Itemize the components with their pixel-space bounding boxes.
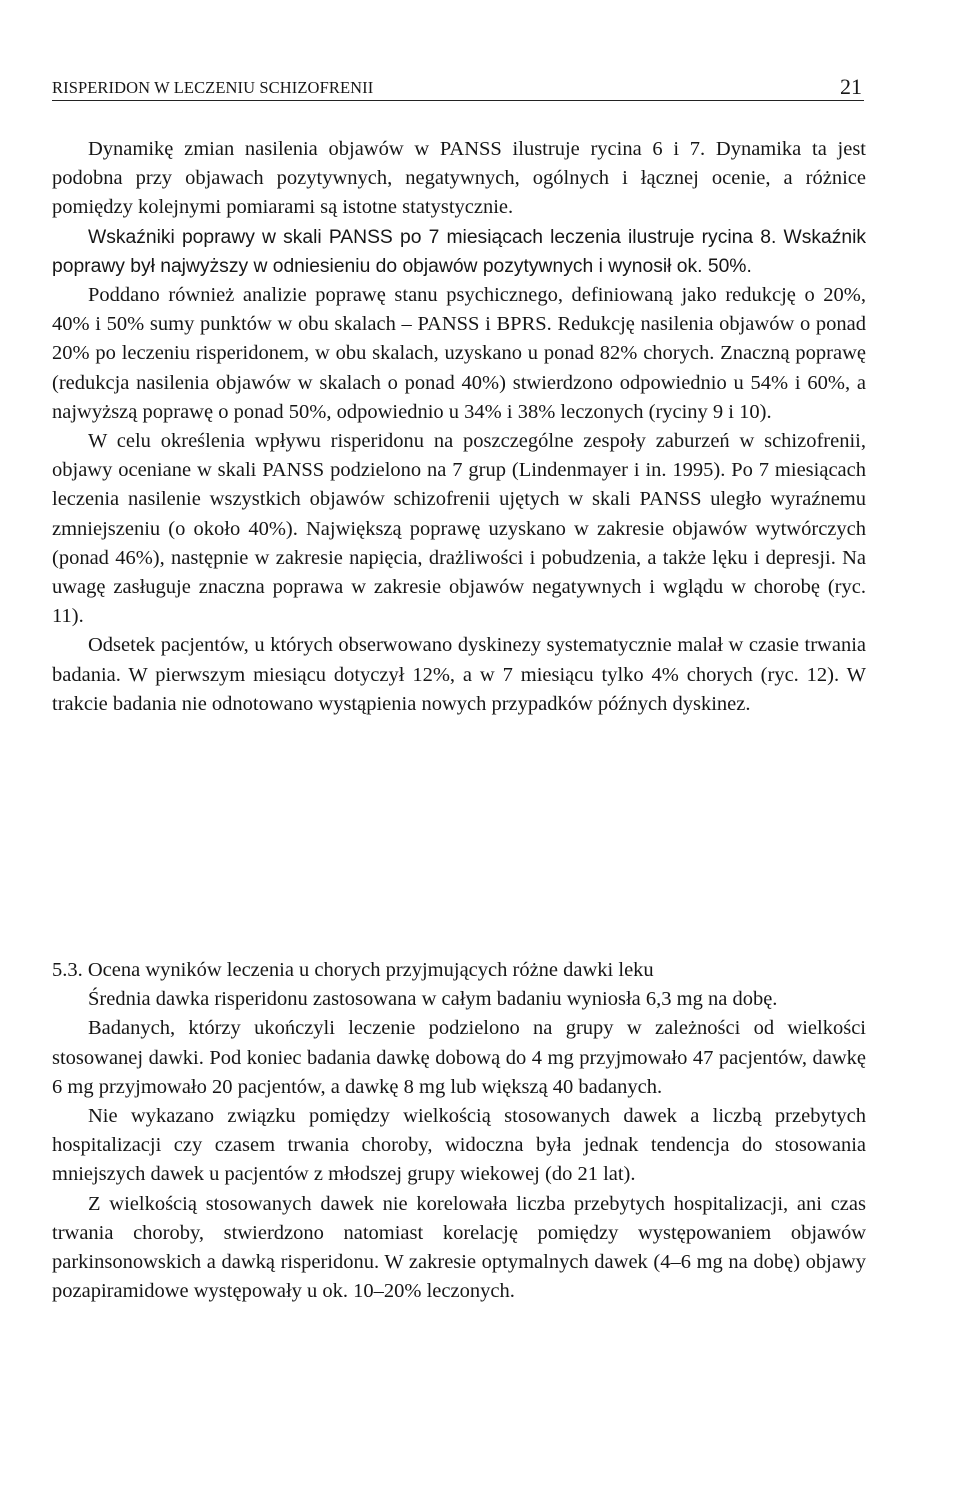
paragraph-reduction-analysis: Poddano również analizie poprawę stanu psychicznego, definiowaną jako redukcję o 20%, 40% i 50% sumy punktów w obu skalach – PANSS i BPRS. Redukcję nasilenia objawów o ponad 20% po leczeniu risperidonem, w obu skalach, uzyskano u ponad 82% chorych. Znaczną poprawę (redukcja nasilenia objawów w skalach o ponad 40%) stwierdzono odpowiednio u 54% i 60%, a najwyższą poprawę o ponad 50%, odpowiednio u 34% i 38% leczonych (ryciny 9 i 10). <box>52 284 866 423</box>
paragraph-hospitalization: Nie wykazano związku pomiędzy wielkością stosowanych dawek a liczbą przebytych hospitalizacji czy czasem trwania choroby, widoczna była jednak tendencja do stosowania mniejszych dawek u pacjentów z młodszej grupy wiekowej (do 21 lat). <box>52 1105 866 1186</box>
running-header <box>52 74 864 101</box>
paragraph-improvement-indices: Wskaźniki poprawy w skali PANSS po 7 miesiącach leczenia ilustruje rycina 8. Wskaźnik poprawy był najwyższy w odniesieniu do objawów pozytywnych i wynosił ok. 50%. <box>52 226 866 277</box>
paragraph-dose-groups: Badanych, którzy ukończyli leczenie podzielono na grupy w zależności od wielkości stosowanej dawki. Pod koniec badania dawkę dobową do 4 mg przyjmowało 47 pacjentów, dawkę 6 mg przyjmowało 20 pacjentów, a dawkę 8 mg lub większą 40 badanych. <box>52 1017 866 1098</box>
paragraph-symptom-groups: W celu określenia wpływu risperidonu na poszczególne zespoły zaburzeń w schizofrenii, objawy oceniane w skali PANSS podzielono na 7 grup (Lindenmayer i in. 1995). Po 7 miesiącach leczenia nasilenie wszystkich objawów schizofrenii ujętych w skali PANSS uległo wyraźnemu zmniejszeniu (o około 40%). Największą poprawę uzyskano w zakresie objawów wytwórczych (ponad 46%), następnie w zakresie napięcia, drażliwości i pobudzenia, a także lęku i depresji. Na uwagę zasługuje znaczna poprawa w zakresie objawów negatywnych i wglądu w chorobę (ryc. 11). <box>52 430 866 628</box>
body-text <box>52 135 866 719</box>
paragraph-dyskinesia: Odsetek pacjentów, u których obserwowano dyskinezy systematycznie malał w czasie trwania badania. W pierwszym miesiącu dotyczył 12%, a w 7 miesiącu tylko 4% chorych (ryc. 12). W trakcie badania nie odnotowano wystąpienia nowych przypadków późnych dyskinez. <box>52 634 866 715</box>
paragraph-mean-dose: Średnia dawka risperidonu zastosowana w całym badaniu wyniosła 6,3 mg na dobę. <box>88 988 778 1011</box>
section-heading: 5.3. Ocena wyników leczenia u chorych przyjmujących różne dawki leku <box>52 959 654 981</box>
running-title: RISPERIDON W LECZENIU SCHIZOFRENII <box>52 78 374 97</box>
section-5-3 <box>52 956 866 1306</box>
page-number: 21 <box>840 74 862 99</box>
paragraph-panss-dynamics: Dynamikę zmian nasilenia objawów w PANSS ilustruje rycina 6 i 7. Dynamika ta jest podobna przy objawach pozytywnych, negatywnych, ogólnych i łącznej ocenie, a różnice pomiędzy kolejnymi pomiarami są istotne statystycznie. <box>52 138 866 219</box>
paragraph-correlation: Z wielkością stosowanych dawek nie korelowała liczba przebytych hospitalizacji, ani czas trwania choroby, stwierdzono natomiast korelację pomiędzy występowaniem objawów parkinsonowskich a dawką risperidonu. W zakresie optymalnych dawek (4–6 mg na dobę) objawy pozapiramidowe występowały u ok. 10–20% leczonych. <box>52 1192 866 1303</box>
